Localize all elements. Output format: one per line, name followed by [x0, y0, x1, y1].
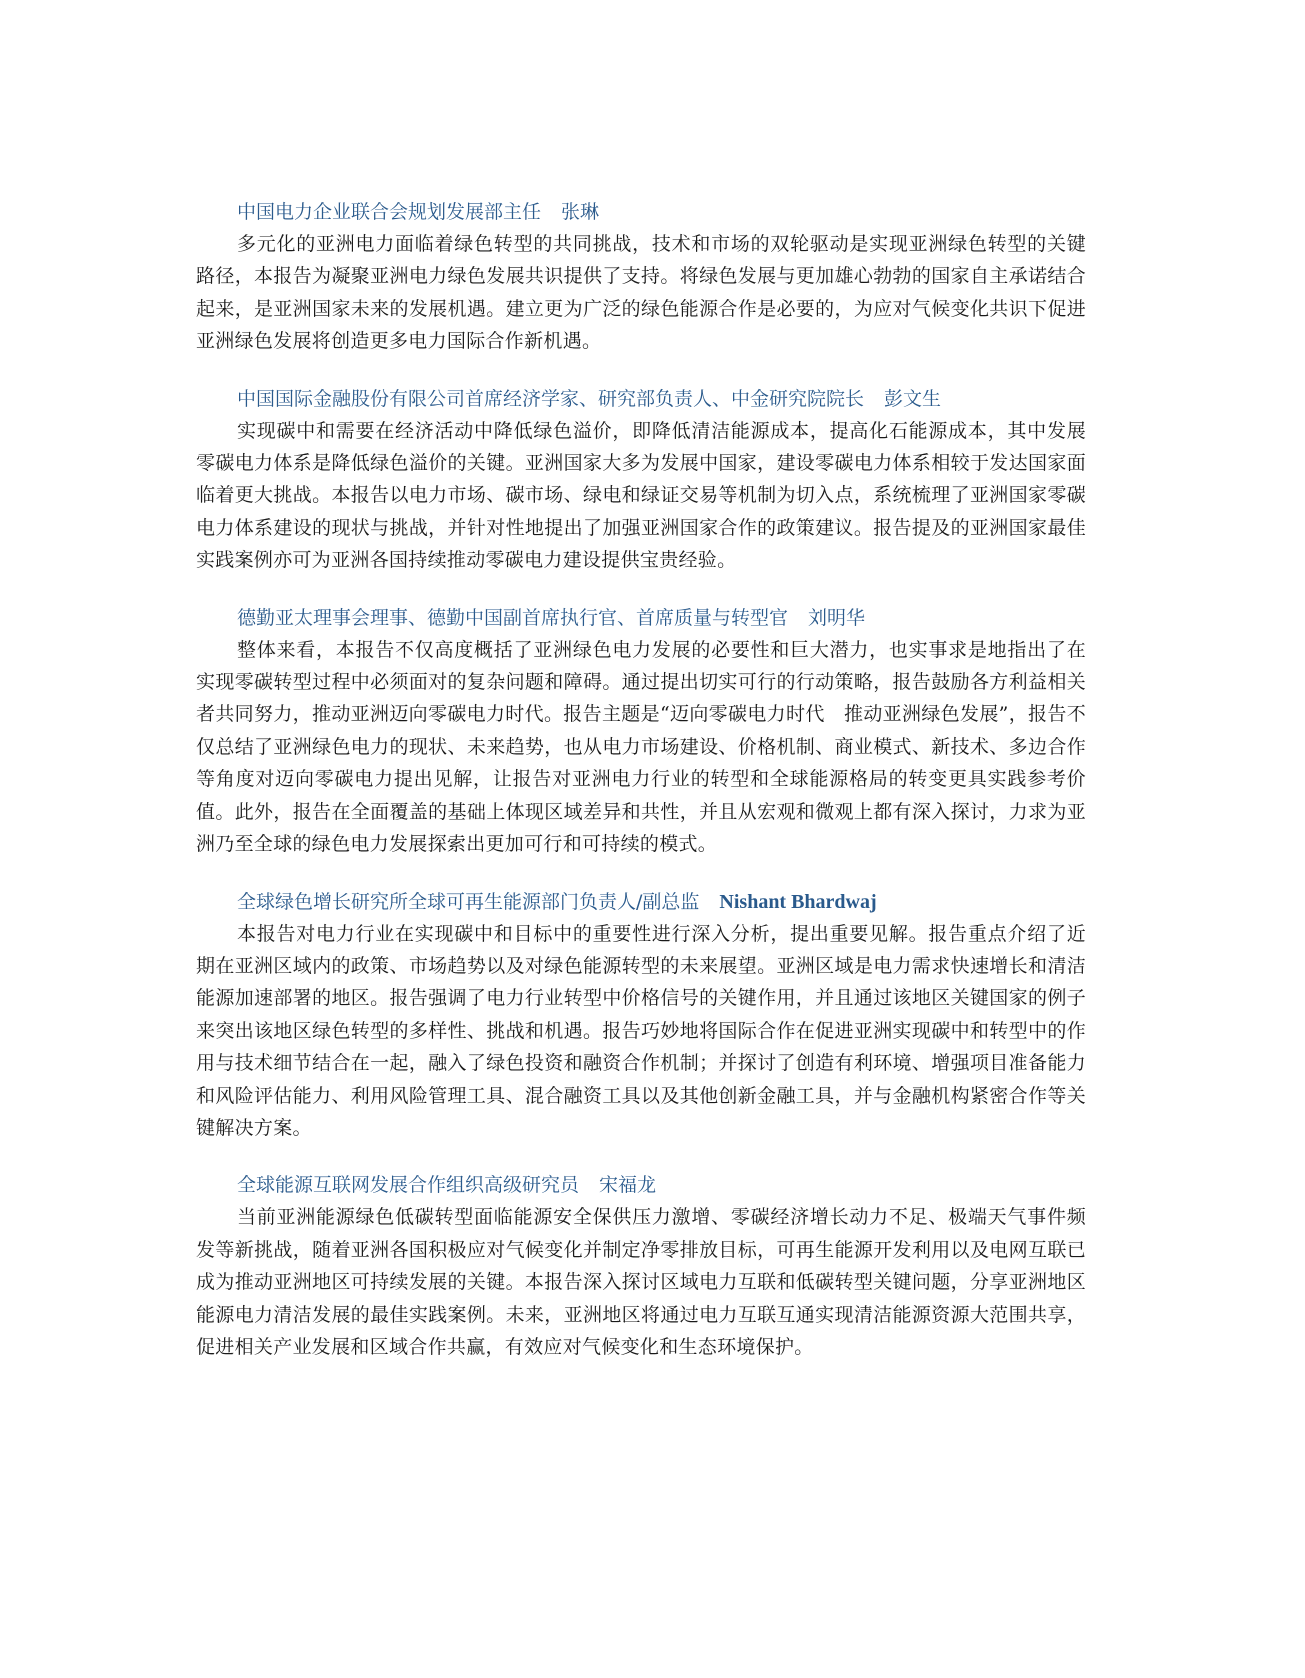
document-page — [196, 196, 1086, 1388]
endorsement-entry — [196, 383, 1086, 577]
endorser-name: 刘明华 — [808, 606, 866, 629]
endorsement-entry — [196, 602, 1086, 861]
endorsement-text: 多元化的亚洲电力面临着绿色转型的共同挑战，技术和市场的双轮驱动是实现亚洲绿色转型的关键路径，本报告为凝聚亚洲电力绿色发展共识提供了支持。将绿色发展与更加雄心勃勃的国家自主承诺结合起来，是亚洲国家未来的发展机遇。建立更为广泛的绿色能源合作是必要的，为应对气候变化共识下促进亚洲绿色发展将创造更多电力国际合作新机遇。 — [196, 233, 1086, 353]
endorser-heading — [196, 602, 1086, 634]
endorser-name: 张琳 — [561, 201, 600, 223]
endorser-title: 中国电力企业联合会规划发展部主任 — [237, 201, 542, 223]
endorser-heading — [196, 383, 1086, 415]
endorser-name: 宋福龙 — [599, 1174, 657, 1197]
endorsement-text: 实现碳中和需要在经济活动中降低绿色溢价，即降低清洁能源成本，提高化石能源成本，其中发展零碳电力体系是降低绿色溢价的关键。亚洲国家大多为发展中国家，建设零碳电力体系相较于发达国家面临着更大挑战。本报告以电力市场、碳市场、绿电和绿证交易等机制为切入点，系统梳理了亚洲国家零碳电力体系建设的现状与挑战，并针对性地提出了加强亚洲国家合作的政策建议。报告提及的亚洲国家最佳实践案例亦可为亚洲各国持续推动零碳电力建设提供宝贵经验。 — [196, 419, 1086, 572]
endorser-heading — [196, 1169, 1086, 1201]
endorser-name: Nishant Bhardwaj — [719, 890, 877, 913]
endorsement-entry — [196, 196, 1086, 358]
endorser-name: 彭文生 — [884, 387, 942, 410]
endorser-title: 中国国际金融股份有限公司首席经济学家、研究部负责人、中金研究院院长 — [237, 387, 865, 410]
endorser-title: 全球能源互联网发展合作组织高级研究员 — [237, 1174, 580, 1197]
endorser-title: 德勤亚太理事会理事、德勤中国副首席执行官、首席质量与转型官 — [237, 606, 789, 629]
endorsement-text: 当前亚洲能源绿色低碳转型面临能源安全保供压力激增、零碳经济增长动力不足、极端天气事件频发等新挑战，随着亚洲各国积极应对气候变化并制定净零排放目标，可再生能源开发利用以及电网互联已成为推动亚洲地区可持续发展的关键。本报告深入探讨区域电力互联和低碳转型关键问题，分享亚洲地区能源电力清洁发展的最佳实践案例。未来，亚洲地区将通过电力互联互通实现清洁能源资源大范围共享，促进相关产业发展和区域合作共赢，有效应对气候变化和生态环境保护。 — [196, 1206, 1086, 1358]
endorser-title: 全球绿色增长研究所全球可再生能源部门负责人/副总监 — [237, 890, 700, 913]
endorser-heading — [196, 886, 1086, 918]
endorsement-text: 整体来看，本报告不仅高度概括了亚洲绿色电力发展的必要性和巨大潜力，也实事求是地指出了在实现零碳转型过程中必须面对的复杂问题和障碍。通过提出切实可行的行动策略，报告鼓励各方利益相关者共同努力，推动亚洲迈向零碳电力时代。报告主题是“迈向零碳电力时代 推动亚洲绿色发展”，报告不仅总结了亚洲绿色电力的现状、未来趋势，也从电力市场建设、价格机制、商业模式、新技术、多边合作等角度对迈向零碳电力提出见解，让报告对亚洲电力行业的转型和全球能源格局的转变更具实践参考价值。此外，报告在全面覆盖的基础上体现区域差异和共性，并且从宏观和微观上都有深入探讨，力求为亚洲乃至全球的绿色电力发展探索出更加可行和可持续的模式。 — [196, 638, 1086, 856]
endorsement-text: 本报告对电力行业在实现碳中和目标中的重要性进行深入分析，提出重要见解。报告重点介绍了近期在亚洲区域内的政策、市场趋势以及对绿色能源转型的未来展望。亚洲区域是电力需求快速增长和清洁能源加速部署的地区。报告强调了电力行业转型中价格信号的关键作用，并且通过该地区关键国家的例子来突出该地区绿色转型的多样性、挑战和机遇。报告巧妙地将国际合作在促进亚洲实现碳中和转型中的作用与技术细节结合在一起，融入了绿色投资和融资合作机制；并探讨了创造有利环境、增强项目准备能力和风险评估能力、利用风险管理工具、混合融资工具以及其他创新金融工具，并与金融机构紧密合作等关键解决方案。 — [196, 922, 1086, 1139]
endorsement-entry — [196, 886, 1086, 1145]
endorsement-entry — [196, 1169, 1086, 1363]
endorser-heading — [196, 196, 1086, 228]
